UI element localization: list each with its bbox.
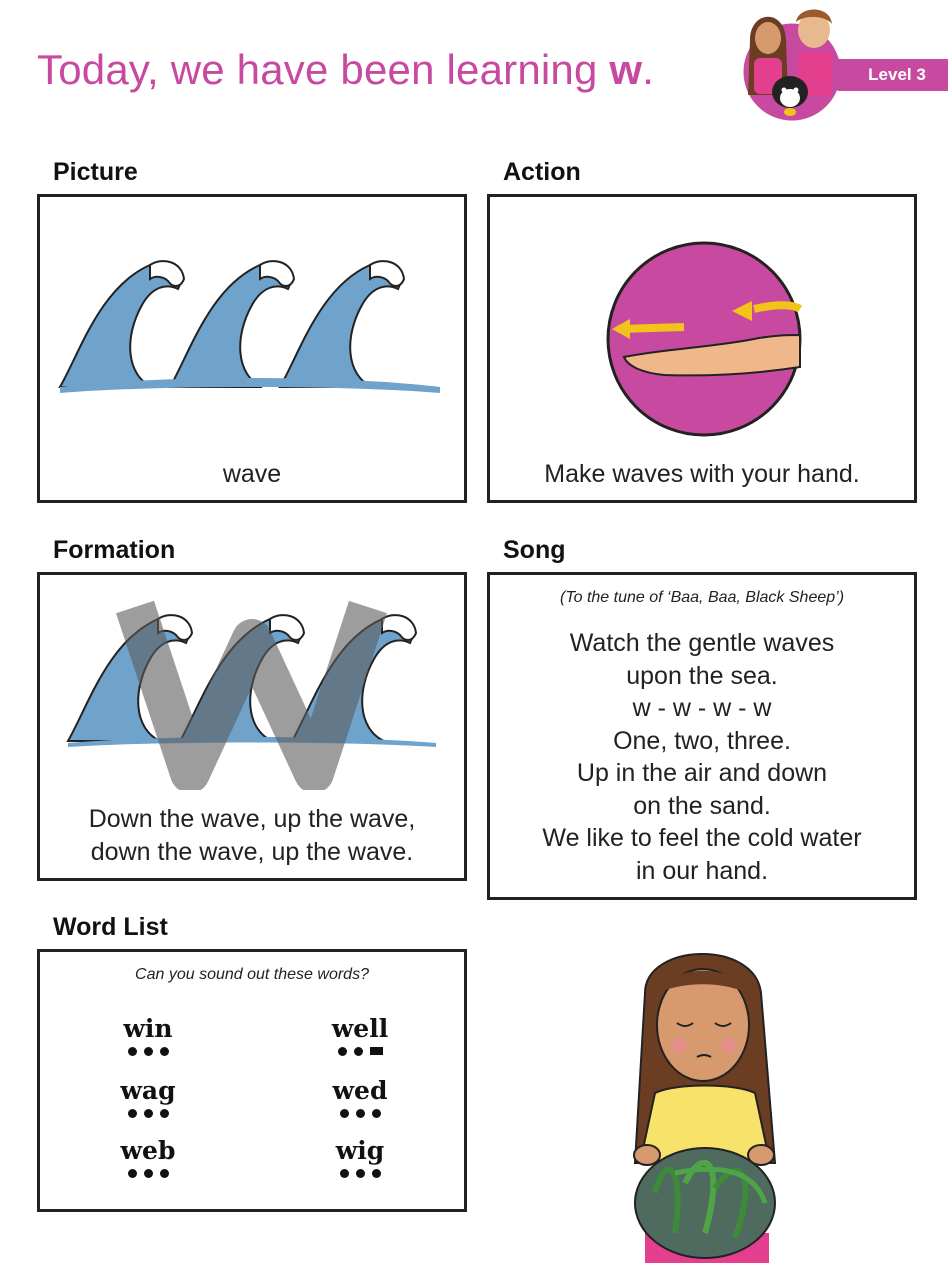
action-heading: Action xyxy=(503,158,581,186)
song-lyrics: Watch the gentle waves upon the sea. w - w - w - w One, two, three. Up in the air and down on the sand. We like to feel the cold water in our hand. xyxy=(542,629,862,885)
word-item: win xyxy=(88,1014,208,1057)
sound-dot xyxy=(356,1169,365,1178)
sound-dot xyxy=(144,1109,153,1118)
word-item: web xyxy=(88,1136,208,1179)
level-label: Level 3 xyxy=(836,59,948,91)
word-list-prompt: Can you sound out these words? xyxy=(135,966,369,983)
sound-dot xyxy=(144,1169,153,1178)
song-tune: (To the tune of ‘Baa, Baa, Black Sheep’) xyxy=(559,589,845,606)
sound-dot xyxy=(340,1169,349,1178)
word-list-heading: Word List xyxy=(53,913,168,941)
girl-holding-seaweed-icon xyxy=(605,933,805,1263)
page-title: Today, we have been learning w. xyxy=(37,46,655,93)
sound-dots xyxy=(300,1107,420,1119)
sound-dot xyxy=(160,1047,169,1056)
formation-text: Down the wave, up the wave, down the wave, up the wave. xyxy=(88,805,416,866)
song-heading: Song xyxy=(503,536,566,564)
letter-w-formation-icon xyxy=(40,575,464,790)
word-item: wed xyxy=(300,1076,420,1119)
sound-dot xyxy=(144,1047,153,1056)
sound-dot xyxy=(128,1047,137,1056)
sound-dot xyxy=(372,1169,381,1178)
word-item: well xyxy=(300,1014,420,1057)
level-badge xyxy=(740,0,949,130)
word-item: wag xyxy=(88,1076,208,1119)
sound-dot xyxy=(160,1109,169,1118)
wave-icon xyxy=(40,197,464,427)
sound-dot xyxy=(128,1169,137,1178)
action-panel xyxy=(487,194,917,503)
formation-heading: Formation xyxy=(53,536,176,564)
action-caption: Make waves with your hand. xyxy=(544,460,860,488)
sound-dot xyxy=(356,1109,365,1118)
sound-dots xyxy=(88,1045,208,1057)
sound-dot xyxy=(354,1047,363,1056)
picture-panel xyxy=(37,194,467,503)
song-panel xyxy=(487,572,917,900)
sound-dots xyxy=(300,1045,420,1057)
title-letter: w xyxy=(609,46,643,93)
picture-heading: Picture xyxy=(53,158,138,186)
picture-caption: wave xyxy=(222,460,282,488)
word-list-panel xyxy=(37,949,467,1212)
sound-dot xyxy=(340,1109,349,1118)
word-item: wig xyxy=(300,1136,420,1179)
sound-dots xyxy=(300,1167,420,1179)
hand-wave-action-icon xyxy=(604,239,804,439)
sound-dash xyxy=(370,1047,383,1055)
sound-dot xyxy=(160,1169,169,1178)
formation-panel xyxy=(37,572,467,881)
sound-dots xyxy=(88,1107,208,1119)
sound-dot xyxy=(128,1109,137,1118)
sound-dots xyxy=(88,1167,208,1179)
sound-dot xyxy=(338,1047,347,1056)
sound-dot xyxy=(372,1109,381,1118)
